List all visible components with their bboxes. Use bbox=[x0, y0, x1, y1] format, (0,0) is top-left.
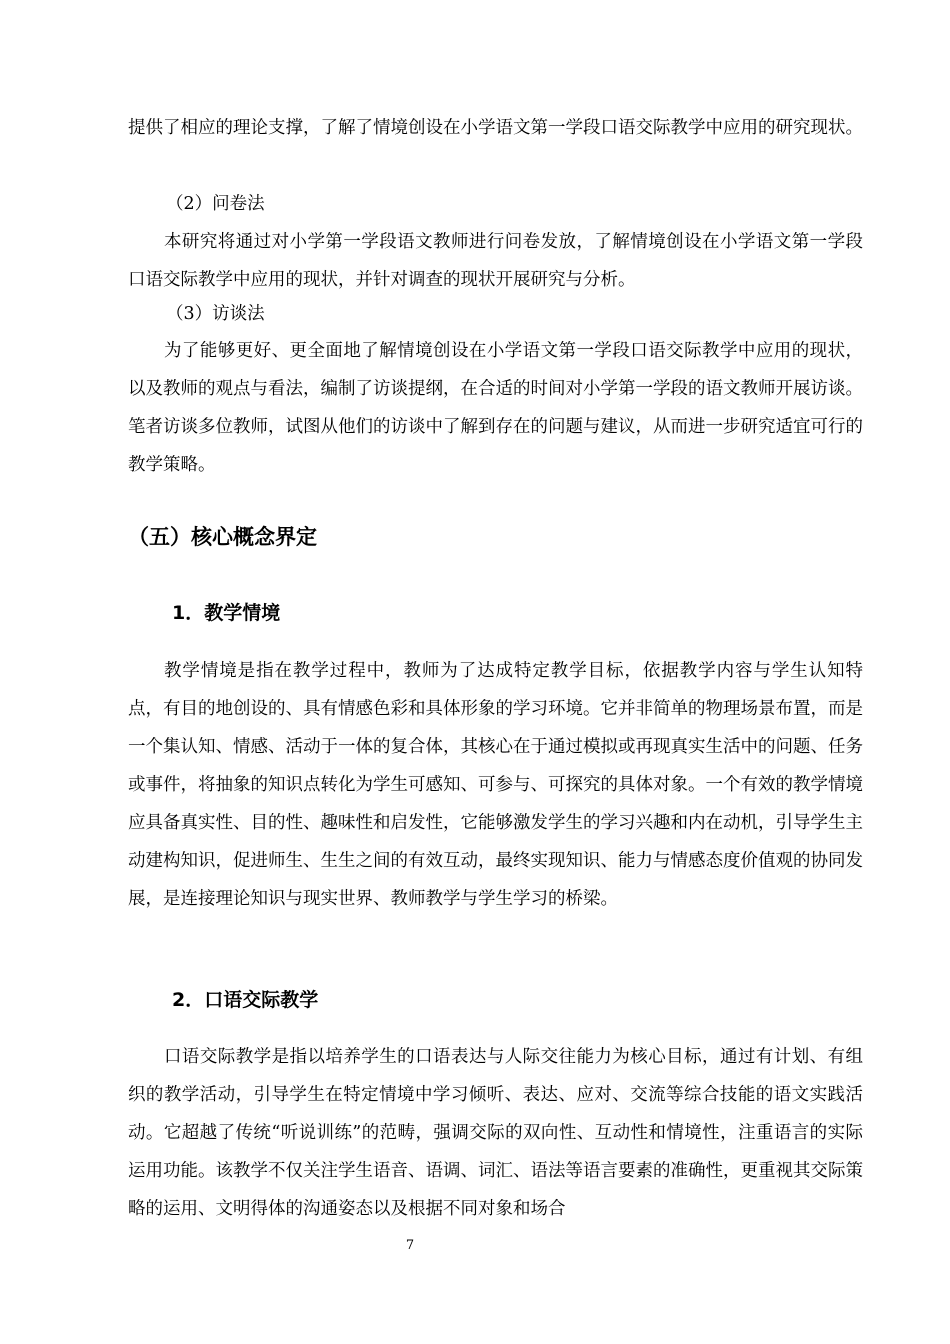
subsection-2-heading: 2．口语交际教学 bbox=[172, 989, 319, 1011]
intro-paragraph: 提供了相应的理论支撑，了解了情境创设在小学语文第一学段口语交际教学中应用的研究现状。 bbox=[128, 118, 863, 138]
subsection-2-paragraph: 口语交际教学是指以培养学生的口语表达与人际交往能力为核心目标，通过有计划、有组织的教学活动，引导学生在特定情境中学习倾听、表达、应对、交流等综合技能的语文实践活动。它超越了传统“听说训练”的范畴，强调交际的双向性、互动性和情境性，注重语言的实际运用功能。该教学不仅关注学生语音、语调、词汇、语法等语言要素的准确性，更重视其交际策略的运用、文明得体的沟通姿态以及根据不同对象和场合 bbox=[128, 1047, 863, 1219]
method-3-paragraph: 为了能够更好、更全面地了解情境创设在小学语文第一学段口语交际教学中应用的现状，以及教师的观点与看法，编制了访谈提纲，在合适的时间对小学第一学段的语文教师开展访谈。笔者访谈多位教师，试图从他们的访谈中了解到存在的问题与建议，从而进一步研究适宜可行的教学策略。 bbox=[128, 341, 863, 475]
method-3-label: （3）访谈法 bbox=[166, 304, 265, 324]
subsection-1-paragraph: 教学情境是指在教学过程中，教师为了达成特定教学目标，依据教学内容与学生认知特点，有目的地创设的、具有情感色彩和具体形象的学习环境。它并非简单的物理场景布置，而是一个集认知、情感、活动于一体的复合体，其核心在于通过模拟或再现真实生活中的问题、任务或事件，将抽象的知识点转化为学生可感知、可参与、可探究的具体对象。一个有效的教学情境应具备真实性、目的性、趣味性和启发性，它能够激发学生的学习兴趣和内在动机，引导学生主动建构知识，促进师生、生生之间的有效互动，最终实现知识、能力与情感态度价值观的协同发展，是连接理论知识与现实世界、教师教学与学生学习的桥梁。 bbox=[128, 661, 863, 909]
page-number: 7 bbox=[405, 1238, 415, 1253]
subsection-1-heading: 1．教学情境 bbox=[172, 602, 281, 624]
method-2-label: （2）问卷法 bbox=[166, 194, 265, 214]
method-2-paragraph: 本研究将通过对小学第一学段语文教师进行问卷发放，了解情境创设在小学语文第一学段口语交际教学中应用的现状，并针对调查的现状开展研究与分析。 bbox=[128, 232, 863, 290]
section-5-heading: （五）核心概念界定 bbox=[128, 525, 317, 549]
